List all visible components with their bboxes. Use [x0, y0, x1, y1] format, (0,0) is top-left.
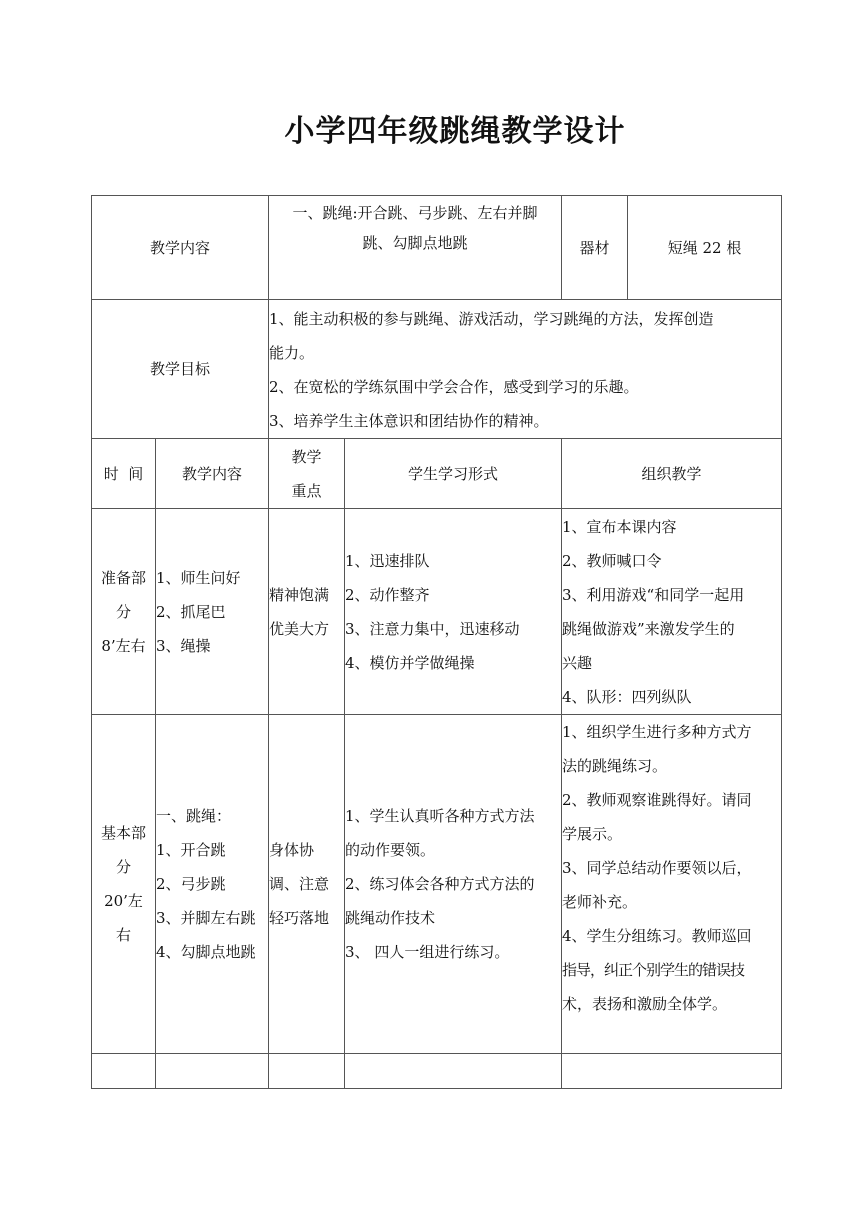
prep-content-line: 1、师生问好: [156, 568, 241, 587]
prep-student-line: 3、注意力集中，迅速移动: [345, 619, 520, 638]
goal-line: 2、在宽松的学练氛围中学会合作，感受到学习的乐趣。: [269, 378, 639, 396]
prep-time: [92, 509, 156, 715]
basic-focus-line: 调、注意: [269, 875, 330, 893]
header-focus-line: 重点: [291, 481, 322, 500]
header-content: 教学内容: [156, 439, 269, 509]
prep-time-line: 8’左右: [101, 636, 146, 655]
basic-content: [156, 715, 269, 1054]
equipment-value: 短绳 22 根: [628, 196, 782, 300]
teaching-content-value: [269, 196, 562, 300]
teaching-content-label: 教学内容: [92, 196, 269, 300]
basic-org-line: 老师补充。: [562, 893, 638, 911]
basic-time-line: 20’左: [104, 892, 143, 910]
prep-organization: [562, 509, 782, 715]
basic-focus: [269, 715, 345, 1054]
prep-focus-line: 精神饱满: [269, 585, 330, 604]
prep-student-line: 1、迅速排队: [345, 551, 430, 570]
basic-time: [92, 715, 156, 1054]
basic-time-line: 分: [115, 858, 131, 876]
prep-org-line: 1、宣布本课内容: [562, 517, 677, 536]
basic-content-line: 2、弓步跳: [156, 875, 226, 893]
prep-content-line: 3、绳操: [156, 636, 211, 655]
basic-org-line: 4、学生分组练习。教师巡回: [562, 927, 752, 945]
prep-org-line: 兴趣: [562, 653, 593, 672]
empty-cell: [156, 1054, 269, 1089]
prep-student-line: 2、动作整齐: [345, 585, 430, 604]
prep-focus: [269, 509, 345, 715]
basic-student-line: 3、 四人一组进行练习。: [345, 943, 510, 961]
empty-cell: [562, 1054, 782, 1089]
basic-org-line: 术，表扬和激励全体学。: [562, 995, 728, 1013]
basic-org-line: 法的跳绳练习。: [562, 757, 668, 775]
basic-focus-line: 轻巧落地: [269, 909, 330, 927]
teaching-goals-label: 教学目标: [92, 300, 269, 439]
prep-focus-line: 优美大方: [269, 619, 330, 638]
prep-time-line: 准备部: [100, 568, 146, 587]
basic-content-line: 4、勾脚点地跳: [156, 943, 256, 961]
basic-org-line: 学展示。: [562, 825, 623, 843]
empty-cell: [92, 1054, 156, 1089]
basic-student-line: 跳绳动作技术: [345, 909, 436, 927]
prep-org-line: 3、利用游戏“和同学一起用: [562, 585, 745, 604]
content-line: 一、跳绳:开合跳、弓步跳、左右并脚: [292, 204, 538, 222]
row-teaching-content: [92, 196, 782, 300]
teaching-goals-value: [269, 300, 782, 439]
basic-student-line: 的动作要领。: [345, 841, 436, 859]
goal-line: 1、能主动积极的参与跳绳、游戏活动，学习跳绳的方法，发挥创造: [269, 310, 714, 328]
content-line: 跳、勾脚点地跳: [362, 234, 468, 252]
empty-cell: [345, 1054, 562, 1089]
prep-org-line: 4、队形：四列纵队: [562, 687, 692, 706]
basic-content-line: 1、开合跳: [156, 841, 226, 859]
prep-student-line: 4、模仿并学做绳操: [345, 653, 475, 672]
header-time: 时 间: [92, 439, 156, 509]
row-basic: [92, 715, 782, 1054]
header-focus: [269, 439, 345, 509]
basic-org-line: 2、教师观察谁跳得好。请同: [562, 791, 752, 809]
basic-org-line: 指导，纠正个别学生的错误技: [562, 961, 745, 979]
basic-org-line: 1、组织学生进行多种方式方: [562, 723, 752, 741]
prep-org-line: 跳绳做游戏”来激发学生的: [562, 619, 735, 638]
basic-time-line: 右: [115, 926, 131, 944]
lesson-plan-table: [91, 195, 782, 1089]
row-preparation: [92, 509, 782, 715]
prep-content: [156, 509, 269, 715]
basic-org-line: 3、同学总结动作要领以后，: [562, 859, 752, 877]
basic-content-line: 一、跳绳：: [156, 807, 232, 825]
basic-time-line: 基本部: [100, 824, 146, 842]
basic-organization: [562, 715, 782, 1054]
document-title: 小学四年级跳绳教学设计: [284, 114, 626, 149]
goal-line: 3、培养学生主体意识和团结协作的精神。: [269, 412, 549, 430]
header-student-form: 学生学习形式: [345, 439, 562, 509]
row-teaching-goals: [92, 300, 782, 439]
prep-content-line: 2、抓尾巴: [156, 602, 226, 621]
header-focus-line: 教学: [291, 447, 322, 466]
row-headers: [92, 439, 782, 509]
basic-content-line: 3、并脚左右跳: [156, 909, 256, 927]
basic-student-line: 1、学生认真听各种方式方法: [345, 807, 535, 825]
prep-student-form: [345, 509, 562, 715]
equipment-label: 器材: [562, 196, 628, 300]
empty-cell: [269, 1054, 345, 1089]
basic-student-line: 2、练习体会各种方式方法的: [345, 875, 535, 893]
prep-org-line: 2、教师喊口令: [562, 551, 662, 570]
basic-student-form: [345, 715, 562, 1054]
row-empty: [92, 1054, 782, 1089]
goal-line: 能力。: [269, 344, 315, 362]
header-organization: 组织教学: [562, 439, 782, 509]
prep-time-line: 分: [115, 602, 131, 621]
basic-focus-line: 身体协: [269, 841, 315, 859]
